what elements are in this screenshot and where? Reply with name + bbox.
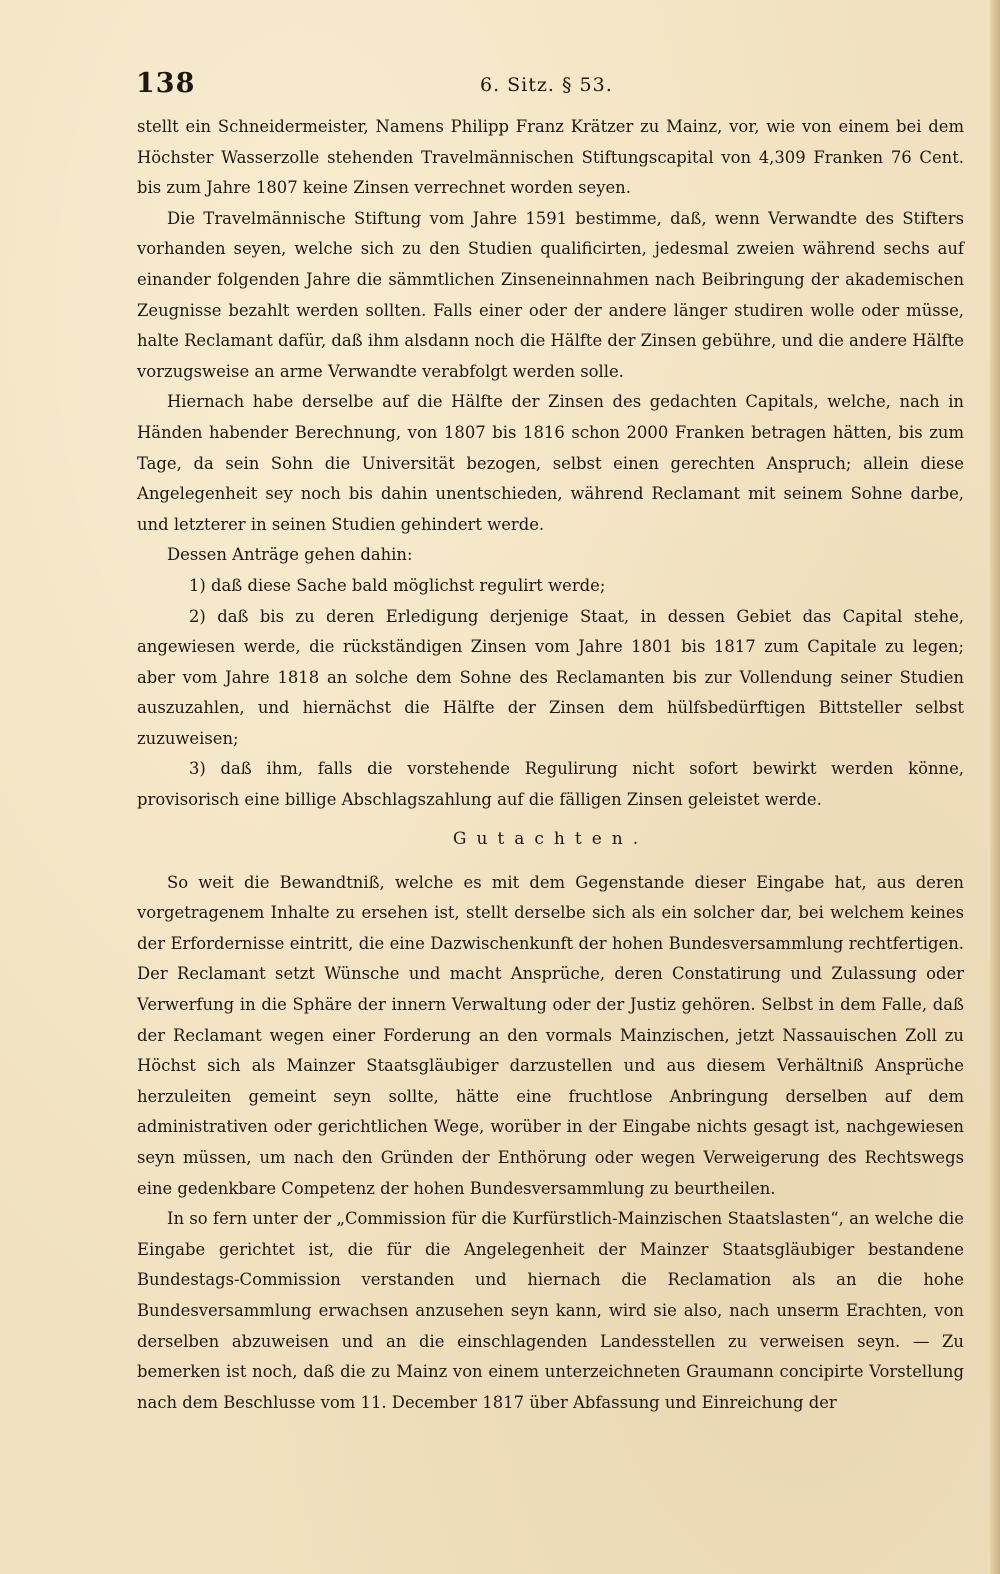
paragraph: Die Travelmännische Stiftung vom Jahre 1591 bestimme, daß, wenn Verwandte des Stifters vorhanden seyen, welche sich zu den Studien qualificirten, jedesmal zweien während sechs auf einander folgenden Jahre die sämmtlichen Zinseneinnahmen nach Beibringung der akademischen Zeugnisse bezahlt werden sollten. Falls einer oder der andere länger studiren wolle oder müsse, halte Reclamant dafür, daß ihm alsdann noch die Hälfte der Zinsen gebühre, und die andere Hälfte vorzugsweise an arme Verwandte verabfolgt werden solle. xyxy=(137,208,964,381)
page-number: 138 xyxy=(136,68,196,99)
paragraph: stellt ein Schneidermeister, Namens Philipp Franz Krätzer zu Mainz, vor, wie von einem bei dem Höchster Wasserzolle stehenden Travelmännischen Stiftungscapital von 4,309 Franken 76 Cent. bis zum Jahre 1807 keine Zinsen verrechnet worden seyen. xyxy=(137,117,964,198)
section-heading: Gutachten. xyxy=(452,829,649,850)
section-heading-wrap xyxy=(137,816,964,868)
list-item: 2) daß bis zu deren Erledigung derjenige Staat, in dessen Gebiet das Capital stehe, angewiesen werde, die rückständigen Zinsen vom Jahre 1801 bis 1817 zum Capitale zu legen; aber vom Jahre 1818 an solche dem Sohne des Reclamanten bis zur Vollendung seiner Studien auszuzahlen, und hiernächst die Hälfte der Zinsen dem hülfsbedürftigen Bittsteller selbst zuzuweisen; xyxy=(137,606,964,748)
paragraph: Dessen Anträge gehen dahin: xyxy=(167,545,413,565)
paragraph: In so fern unter der „Commission für die Kurfürstlich-Mainzischen Staatslasten“, an welche die Eingabe gerichtet ist, die für die Angelegenheit der Mainzer Staatsgläubiger bestandene Bundestags-Commission verstanden und hiernach die Reclamation als an die hohe Bundesversammlung erwachsen anzusehen seyn kann, wird sie also, nach unserm Erachten, von derselben abzuweisen und an die einschlagenden Landesstellen zu verweisen seyn. — Zu bemerken ist noch, daß die zu Mainz von einem unterzeichneten Graumann concipirte Vorstellung nach dem Beschlusse vom 11. December 1817 über Abfassung und Einreichung der xyxy=(137,1209,964,1412)
list-item: 3) daß ihm, falls die vorstehende Regulirung nicht sofort bewirkt werden könne, provisorisch eine billige Abschlagszahlung auf die fälligen Zinsen geleistet werde. xyxy=(137,759,964,810)
body-text xyxy=(137,112,964,1418)
list-item: 1) daß diese Sache bald möglichst regulirt werde; xyxy=(189,575,606,595)
paragraph: So weit die Bewandtniß, welche es mit dem Gegenstande dieser Eingabe hat, aus deren vorgetragenem Inhalte zu ersehen ist, stellt derselbe sich als ein solcher dar, bei welchem keines der Erfordernisse eintritt, die eine Dazwischenkunft der hohen Bundesversammlung rechtfertigen. Der Reclamant setzt Wünsche und macht Ansprüche, deren Constatirung und Zulassung oder Verwerfung in die Sphäre der innern Verwaltung oder der Justiz gehören. Selbst in dem Falle, daß der Reclamant wegen einer Forderung an den vormals Mainzischen, jetzt Nassauischen Zoll zu Höchst sich als Mainzer Staatsgläubiger darzustellen und aus diesem Verhältniß Ansprüche herzuleiten gemeint seyn sollte, hätte eine fruchtlose Anbringung derselben auf dem administrativen oder gerichtlichen Wege, worüber in der Eingabe nichts gesagt ist, nachgewiesen seyn müssen, um nach den Gründen der Enthörung oder wegen Verweigerung des Rechtswegs eine gedenkbare Competenz der hohen Bundesversammlung zu beurtheilen. xyxy=(137,872,964,1198)
page-edge xyxy=(990,0,1000,1574)
page-header xyxy=(132,68,962,108)
paragraph: Hiernach habe derselbe auf die Hälfte der Zinsen des gedachten Capitals, welche, nach in Händen habender Berechnung, von 1807 bis 1816 schon 2000 Franken betragen hätten, bis zum Tage, da sein Sohn die Universität bezogen, selbst einen gerechten Anspruch; allein diese Angelegenheit sey noch bis dahin unentschieden, während Reclamant mit seinem Sohne darbe, und letzterer in seinen Studien gehindert werde. xyxy=(137,392,964,534)
running-head: 6. Sitz. § 53. xyxy=(480,74,613,96)
